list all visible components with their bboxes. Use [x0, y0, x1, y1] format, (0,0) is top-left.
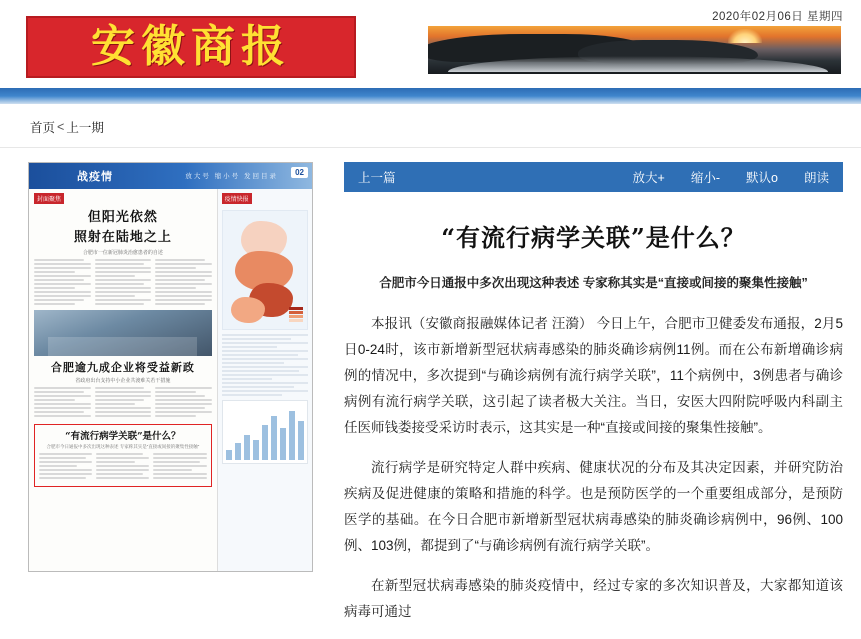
breadcrumb — [0, 106, 861, 148]
newspaper-page-thumbnail[interactable] — [28, 162, 313, 572]
newspaper-photo — [34, 310, 212, 356]
newspaper-highlighted-title: “有流行病学关联”是什么？ — [65, 430, 181, 442]
newspaper-text-columns-2 — [34, 387, 212, 419]
newspaper-page-nav: 放大号 缩小号 发回目录 — [185, 173, 278, 180]
newspaper-headline-2: 合肥逾九成企业将受益新政 — [50, 360, 195, 374]
newspaper-headline-1-sub: 合肥市一位新冠肺炎治愈患者的自述 — [82, 249, 163, 256]
site-header — [0, 0, 861, 88]
newspaper-sidebar-text — [222, 334, 308, 396]
newspaper-text-column — [34, 387, 91, 419]
main-content — [0, 148, 861, 639]
newspaper-text-column — [96, 453, 149, 481]
breadcrumb-prev-issue[interactable]: 上一期 — [66, 120, 104, 135]
newspaper-text-column — [153, 453, 206, 481]
article-column — [318, 162, 843, 639]
newspaper-section-title: 战疫情 — [77, 170, 113, 183]
prev-article-button[interactable]: 上一篇 — [358, 171, 396, 185]
newspaper-headline-1-line1: 但阳光依然 — [87, 210, 158, 225]
article-lead: 合肥市今日通报中多次出现这种表述 专家称其实是“直接或间接的聚集性接触” — [379, 276, 808, 290]
zoom-out-button[interactable]: 缩小- — [690, 171, 721, 185]
map-legend — [289, 307, 303, 323]
zoom-in-button[interactable]: 放大+ — [632, 171, 665, 185]
article-title: “有流行病学关联”是什么？ — [441, 223, 746, 252]
article-toolbar — [344, 162, 843, 192]
newspaper-headline-1-line2: 照射在陆地之上 — [73, 230, 172, 246]
default-size-button[interactable]: 默认o — [746, 171, 778, 185]
header-gradient-rule — [0, 88, 861, 104]
breadcrumb-separator: < — [57, 119, 65, 134]
newspaper-sidebar-column — [218, 189, 312, 572]
newspaper-highlighted-columns — [39, 453, 207, 481]
newspaper-text-column — [155, 259, 212, 307]
masthead-title: 安徽商报 — [91, 21, 291, 72]
newspaper-province-map — [222, 210, 308, 330]
newspaper-headline-2-sub: 省政府出台支持中小企业共渡难关若干措施 — [75, 377, 171, 384]
newspaper-text-column — [39, 453, 92, 481]
breadcrumb-home[interactable]: 首页 — [30, 120, 56, 135]
newspaper-text-column — [155, 387, 212, 419]
newspaper-main-column — [29, 189, 218, 572]
newspaper-preview-column — [28, 162, 318, 639]
newspaper-page-number: 02 — [291, 167, 308, 178]
newspaper-sidebar-label: 疫情快报 — [222, 193, 252, 204]
newspaper-page-body — [29, 189, 312, 572]
article-paragraph: 在新型冠状病毒感染的肺炎疫情中，经过专家的多次知识普及，大家都知道该病毒可通过 — [344, 578, 843, 619]
publication-date: 2020年02月06日 星期四 — [712, 11, 843, 23]
sunrise-mountain-banner — [428, 26, 841, 74]
map-region — [231, 297, 265, 323]
article-paragraph: 本报讯（安徽商报融媒体记者 汪漪） 今日上午，合肥市卫健委发布通报，2月5日0-24时，该市新增新型冠状病毒感染的肺炎确诊病例11例。而在公布新增确诊病例的情况中，多次提到“与确诊病例有流行病学关联”，11个病例中，3例患者与确诊病例有流行病学关联，这引起了读者极大关注。当日，安医大四附院呼吸内科副主任医师钱娄接受采访时表示，这其实是一种“直接或间接的聚集性接触”。 — [344, 316, 843, 435]
masthead-logo[interactable] — [26, 16, 356, 78]
sun-icon — [728, 29, 762, 43]
newspaper-text-column — [95, 387, 152, 419]
newspaper-text-columns — [34, 259, 212, 307]
newspaper-page-topbar — [29, 163, 312, 189]
newspaper-text-column — [95, 259, 152, 307]
newspaper-sidebar-chart — [222, 400, 308, 464]
article-paragraph: 流行病学是研究特定人群中疾病、健康状况的分布及其决定因素，并研究防治疾病及促进健康的策略和措施的科学。也是预防医学的一个重要组成部分，是预防医学的基础。在今日合肥市新增新型冠状病毒感染的肺炎确诊病例中，96例、100例、103例，都提到了“与确诊病例有流行病学关联”。 — [344, 460, 843, 553]
newspaper-highlighted-article[interactable] — [34, 424, 212, 487]
newspaper-highlighted-sub: 合肥市今日通报中多次出现这种表述 专家称其实是“直接或间接的聚集性接触” — [46, 443, 200, 449]
newspaper-kicker-label: 封面聚焦 — [34, 193, 64, 204]
read-aloud-button[interactable]: 朗读 — [803, 171, 829, 185]
newspaper-text-column — [34, 259, 91, 307]
article-body — [344, 311, 843, 625]
